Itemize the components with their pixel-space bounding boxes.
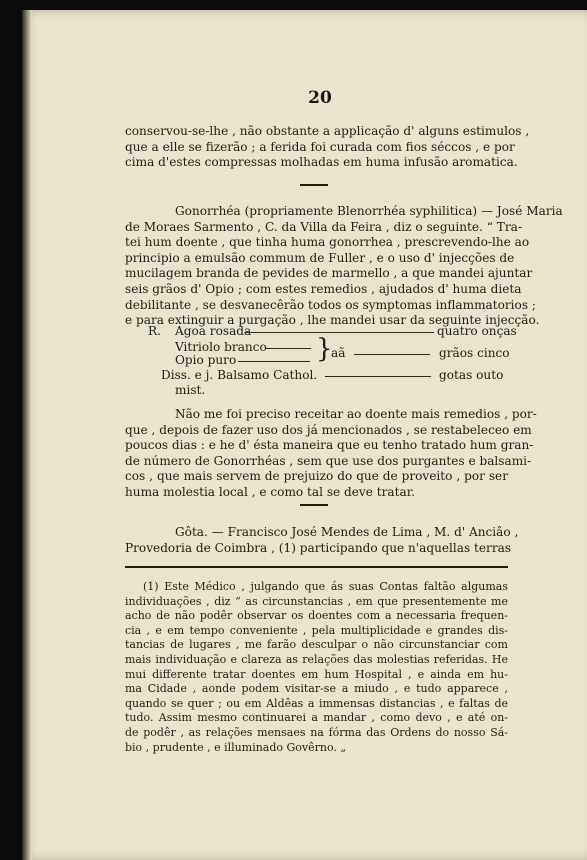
text-line: conservou-se-lhe , não obstante a applicação d' alguns estimulos , (125, 124, 530, 138)
recipe-dash (325, 376, 431, 377)
text-line: seis grãos d' Opio ; com estes remedios , ajudados d' huma dieta (125, 281, 522, 296)
text-line: mucilagem branda de pevides de marmello , a que mandei ajuntar (125, 266, 533, 281)
text-line: cima d'estes compressas molhadas em huma infusão aromatica. (125, 155, 518, 170)
text-line: Gôta. — Francisco José Mendes de Lima , M. d' Anciâo , (175, 525, 519, 539)
recipe-item: mist. (175, 383, 206, 397)
text-line: que a elle se fizerão ; a ferida foi curada com fios séccos , e por (125, 139, 515, 154)
page-number: 20 (308, 88, 332, 108)
footnote-line: tancias de lugares , me farão desculpar o não circunstanciar com (125, 638, 508, 652)
footnote-line: (1) Este Médico , julgando que ás suas Contas faltão algumas (143, 580, 508, 593)
text-line: huma molestia local , e como tal se deve tratar. (125, 484, 415, 499)
recipe-item: Diss. e j. Balsamo Cathol. (161, 368, 318, 382)
footnote-separator (125, 566, 508, 568)
footnote-line: mais individuação e clareza as relações das molestias referidas. He (125, 652, 508, 666)
section-rule (300, 504, 328, 506)
recipe-quantity: grãos cinco (439, 346, 510, 360)
recipe-symbol: R. (148, 324, 161, 338)
footnote-line: quando se quer ; ou em Aldêas a immensas distancias , e faltas de (125, 696, 508, 710)
page-binding-shadow (22, 10, 32, 860)
footnote-line: de podêr , as relações mensaes na fórma das Ordens do nosso Sá- (125, 725, 508, 739)
text-line: que , depois de fazer uso dos já mencionados , se restabeleceo em (125, 422, 532, 437)
text-line: poucos dias : e he d' ésta maneira que eu tenho tratado hum gran- (125, 438, 534, 453)
text-line: de número de Gonorrhéas , sem que use dos purgantes e balsami- (125, 453, 532, 468)
text-line: Gonorrhéa (propriamente Blenorrhéa syphilitica) — José Maria (175, 204, 563, 218)
paragraph-1 (125, 124, 530, 171)
footnote-line: ma Cidade , aonde podem visitar-se a miudo , e tudo apparece , (125, 682, 508, 696)
paragraph-gonorrhea (125, 204, 563, 329)
text-line: e para extinguir a purgação , lhe mandei usar da seguinte injecção. (125, 313, 540, 328)
text-line: tei hum doente , que tinha huma gonorrhea , prescrevendo-lhe ao (125, 235, 530, 250)
footnote-line: individuações , diz “ as circunstancias , em que presentemente me (125, 594, 508, 608)
recipe-aa: aã (331, 346, 346, 360)
recipe-dash (238, 361, 310, 362)
recipe-item: Agoa rosada (175, 324, 252, 338)
footnote-line: acho de não podêr observar os doentes com a necessaria frequen- (125, 609, 508, 623)
footnote-line: tudo. Assim mesmo continuarei a mandar , como devo , e até on- (125, 711, 508, 725)
recipe-dash (246, 332, 434, 333)
recipe-dash (354, 354, 430, 355)
text-line: principio a emulsão commum de Fuller , e o uso d' injecções de (125, 250, 515, 265)
section-rule (300, 184, 328, 186)
footnote-line: bio , prudente , e illuminado Govêrno. „ (125, 740, 347, 754)
recipe-quantity: quatro onças (437, 324, 517, 338)
footnote-line: cia , e em tempo conveniente , pela multiplicidade e grandes dis- (125, 623, 508, 637)
text-line: de Moraes Sarmento , C. da Villa da Feira , diz o seguinte. “ Tra- (125, 219, 522, 234)
paragraph-3 (125, 407, 537, 501)
footnote (125, 580, 508, 755)
recipe-quantity: gotas outo (439, 368, 504, 382)
footnote-line: mui differente tratar doentes em hum Hospital , e ainda em hu- (125, 667, 508, 681)
text-line: Provedoria de Coimbra , (1) participando que n'aquellas terras (125, 540, 512, 555)
recipe-item: Vitriolo branco (175, 340, 267, 354)
brace-mark: } (316, 334, 333, 364)
recipe-dash (265, 348, 311, 349)
text-line: Não me foi preciso receitar ao doente mais remedios , por- (175, 407, 537, 421)
paragraph-gota (125, 525, 519, 556)
text-line: cos , que mais servem de prejuizo do que de proveito , por ser (125, 469, 508, 484)
text-line: debilitante , se desvanecêrão todos os symptomas inflammatorios ; (125, 297, 536, 312)
recipe-item: Opio puro (175, 353, 237, 367)
